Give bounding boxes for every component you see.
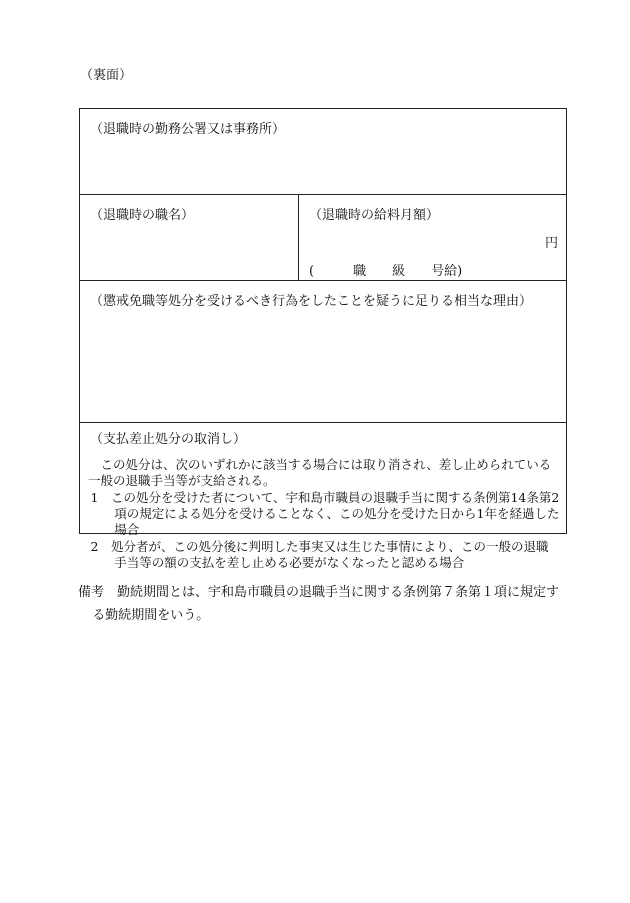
cancel-body: [88, 457, 560, 571]
post-label: （退職時の職名）: [90, 208, 195, 223]
cancel-row: [80, 423, 566, 570]
cancel-intro: この処分は、次のいずれかに該当する場合には取り消され、差し止められている一般の退職手当等が支給される。: [88, 457, 552, 488]
salary-cell: [299, 195, 566, 280]
remarks-line-2: る勤続期間をいう。: [92, 607, 210, 623]
grade-line: ( 職 級 号給): [309, 264, 463, 279]
reason-label: （懲戒免職等処分を受けるべき行為をしたことを疑うに足りる相当な理由）: [90, 294, 533, 309]
remarks: [78, 582, 570, 628]
page-heading: （裏面）: [80, 68, 133, 83]
remarks-line-1: 備考 勤続期間とは、宇和島市職員の退職手当に関する条例第７条第１項に規定す: [78, 585, 560, 600]
post-cell: [80, 195, 299, 280]
yen-unit: 円: [544, 236, 558, 251]
cancel-item-2: 2 処分者が、この処分後に判明した事実又は生じた事情により、この一般の退職手当等の額の支払を差し止める必要がなくなったと認める場合: [90, 539, 549, 570]
post-salary-row: [80, 195, 566, 281]
reason-row: [80, 281, 566, 423]
salary-label: （退職時の給料月額）: [309, 208, 440, 223]
cancel-item-1: 1 この処分を受けた者について、宇和島市職員の退職手当に関する条例第14条第2項の規定による処分を受けることなく、この処分を受けた日から1年を経過した場合: [90, 490, 560, 537]
cancel-label: （支払差止処分の取消し）: [90, 432, 247, 447]
form-table: [79, 108, 567, 570]
office-label: （退職時の勤務公署又は事務所）: [90, 122, 286, 137]
office-row: [80, 109, 566, 195]
